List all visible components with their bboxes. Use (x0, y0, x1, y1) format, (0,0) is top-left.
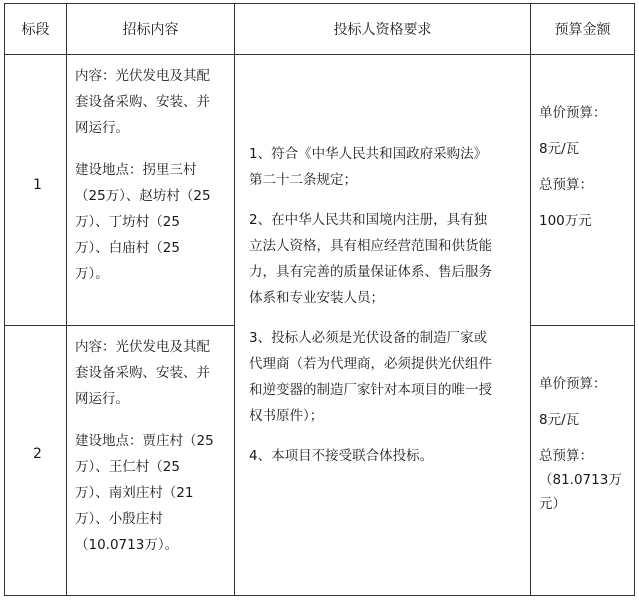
row1-site-line: 万）、丁坊村（25 (75, 214, 180, 230)
requirement-line: 权书原件）； (249, 408, 324, 424)
row1-content-line: 套设备采购、安装、并 (75, 94, 210, 110)
requirement-line: 力，具有完善的质量保证体系、售后服务 (249, 264, 492, 280)
row2-site-line: 万）、王仁村（25 (75, 459, 180, 475)
requirements-cell (234, 54, 531, 596)
header-requirements: 投标人资格要求 (234, 3, 531, 55)
row2-site-line: （10.0713万）。 (75, 537, 179, 553)
row2-site-line: 建设地点：贾庄村（25 (75, 433, 214, 449)
row1-total-value: 100万元 (539, 213, 592, 229)
row1-content-line: 内容：光伏发电及其配 (75, 68, 210, 84)
row1-total-label: 总预算： (539, 177, 593, 193)
requirement-line: 3、投标人必须是光伏设备的制造厂家或 (249, 330, 488, 346)
row2-total-value: 元） (539, 496, 566, 512)
row1-section-number: 1 (33, 177, 42, 193)
row2-total-label: 总预算： (539, 448, 593, 464)
requirement-line: 第二十二条规定； (249, 172, 357, 188)
row2-content-line: 网运行。 (75, 391, 129, 407)
row1-content-cell (66, 54, 235, 326)
row2-content-line: 套设备采购、安装、并 (75, 365, 210, 381)
row2-section-cell (4, 325, 67, 596)
row2-site-line: 万）、南刘庄村（21 (75, 485, 194, 501)
row1-unit-label: 单价预算： (539, 105, 607, 121)
requirement-line: 体系和专业安装人员； (249, 290, 384, 306)
row1-content-line: 网运行。 (75, 120, 129, 136)
row1-budget-cell (530, 54, 635, 326)
header-budget: 预算金额 (530, 3, 635, 55)
row2-unit-label: 单价预算： (539, 376, 607, 392)
row1-site-line: 建设地点：拐里三村 (75, 162, 197, 178)
row1-section-cell (4, 54, 67, 326)
requirement-line: 2、在中华人民共和国境内注册，具有独 (249, 212, 488, 228)
row2-site-line: 万）、小殷庄村 (75, 511, 163, 527)
row1-unit-value: 8元/瓦 (539, 141, 580, 157)
requirement-line: 和逆变器的制造厂家针对本项目的唯一授 (249, 382, 492, 398)
requirement-line: 代理商（若为代理商，必须提供光伏组件 (249, 356, 492, 372)
row1-site-line: 万）。 (75, 266, 109, 282)
requirement-line: 1、符合《中华人民共和国政府采购法》 (249, 146, 488, 162)
row2-unit-value: 8元/瓦 (539, 412, 580, 428)
procurement-table (4, 3, 635, 596)
row2-content-cell (66, 325, 235, 596)
row1-site-line: （25万）、赵坊村（25 (75, 188, 211, 204)
row2-total-value: （81.0713万 (539, 472, 622, 488)
header-content: 招标内容 (66, 3, 235, 55)
requirement-line: 4、本项目不接受联合体投标。 (249, 448, 434, 464)
row1-site-line: 万）、白庙村（25 (75, 240, 180, 256)
requirement-line: 立法人资格，具有相应经营范围和供货能 (249, 238, 492, 254)
row2-budget-cell (530, 325, 635, 596)
row2-content-line: 内容：光伏发电及其配 (75, 339, 210, 355)
row2-section-number: 2 (33, 446, 42, 462)
header-section: 标段 (4, 3, 67, 55)
